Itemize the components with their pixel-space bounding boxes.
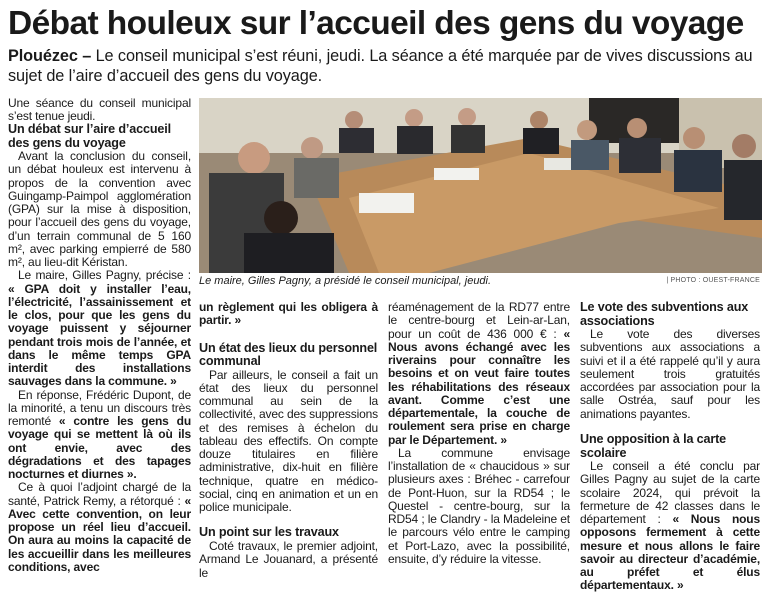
paragraph xyxy=(8,389,191,482)
quote-text: « contre les gens du voyage qui se mettent là où ils ont envie, avec des dégradations et des tapages nocturnes et diurnes ». xyxy=(8,414,191,482)
quote-text: « Nous nous opposons fermement à cette mesure et nous allons le faire savoir au directeur d’académie, au préfet et élus départementaux. » xyxy=(580,512,761,593)
paragraph: Par ailleurs, le conseil a fait un état des lieux du personnel communal au sein de la collectivité, avec des suppressions et des remises à échelon du tableau des effectifs. On compte douze titulaires en filière administrative, dix-huit en filière technique, quatre en médico-social, cinq en animation et un en police municipale. xyxy=(199,367,378,515)
subhead-subventions: Le vote des subventions aux associations xyxy=(580,300,749,328)
lead-paragraph xyxy=(8,46,753,86)
paragraph-text: Le conseil a été conclu par Gilles Pagny au sujet de la carte scolaire 2024, qui prévoit la fermeture de 42 classes dans le département : xyxy=(580,459,760,527)
paragraph: La commune envisage l’installation de « chaucidous » sur plusieurs axes : Bréhec - carrefour de Pont-Huon, sur la RD54 ; le Questel - centre-bourg, sur la RD54 ; le Clandry - la Madeleine et le parcours vélo entre le camping et Port-Lazo, avec la possibilité, ensuite, d’y réduire la vitesse. xyxy=(388,445,570,566)
intro-text: Une séance du conseil municipal s’est tenue jeudi. xyxy=(8,96,191,123)
paragraph xyxy=(580,460,760,593)
column-2 xyxy=(199,301,378,580)
council-photo xyxy=(199,98,762,273)
subhead-carte-scolaire: Une opposition à la carte scolaire xyxy=(580,431,727,460)
photo-credit: | PHOTO : OUEST-FRANCE xyxy=(666,277,760,284)
column-3 xyxy=(388,301,570,566)
column-1 xyxy=(8,97,191,574)
paragraph-text: En réponse, Frédéric Dupont, de la minorité, a tenu un discours très remonté xyxy=(8,387,191,429)
paragraph: Coté travaux, le premier adjoint, Armand Le Jouanard, a présenté le xyxy=(199,539,378,580)
paragraph: Le vote des diverses subventions aux associations a suivi et il a été rappelé qu’il y aura seulement trois gratuités accordées par association pour la salle Ostréa, sauf pour les animations payantes. xyxy=(580,327,760,421)
quote-text: « GPA doit y installer l’eau, l’électricité, l’assainissement et le clos, pour que les gens du voyage puissent y séjourner pendant trois mois de l’année, et dans le même temps GPA interdit des installations sauvages dans la commune. » xyxy=(8,281,191,389)
paragraph: Avant la conclusion du conseil, un débat houleux est intervenu à propos de la convention avec Guingamp-Paimpol agglomération (GPA) sur la mise à disposition, pour l’accueil des gens du voyage, d’un terrain communal de 5 160 m², avec parking empierré de 580 m², au lieu-dit Kéristan. xyxy=(8,149,191,270)
paragraph-text: Le maire, Gilles Pagny, précise : xyxy=(18,268,191,283)
subhead-personnel: Un état des lieux du personnel communal xyxy=(199,340,378,369)
headline: Débat houleux sur l’accueil des gens du voyage xyxy=(8,5,744,42)
paragraph-text: réaménagement de la RD77 entre le centre-bourg et Lein-ar-Lan, pour un coût de 436 000 € : xyxy=(388,300,570,341)
photo-caption: Le maire, Gilles Pagny, a présidé le conseil municipal, jeudi. xyxy=(199,275,492,287)
quote-text: « Nous avons échangé avec les riverains pour connaître les besoins et on veut faire toutes les réhabilitations des réseaux avant. Comme c’est une départementale, la couche de roulement sera prise en charge par le Département. » xyxy=(388,326,570,447)
subhead-travaux: Un point sur les travaux xyxy=(199,525,339,540)
paragraph xyxy=(199,301,378,328)
council-photo-illustration xyxy=(199,98,762,273)
paragraph-text: Ce à quoi l’adjoint chargé de la santé, Patrick Remy, a rétorqué : xyxy=(8,480,191,508)
paragraph xyxy=(8,269,191,388)
subhead-aire-accueil: Un débat sur l’aire d’accueil des gens du voyage xyxy=(8,122,171,150)
lead-text: Le conseil municipal s’est réuni, jeudi. La séance a été marquée par de vives discussions au sujet de l’aire d’accueil des gens du voyage. xyxy=(8,47,753,85)
paragraph xyxy=(8,481,191,574)
lead-place: Plouézec – xyxy=(8,47,92,65)
column-4 xyxy=(580,301,760,593)
quote-text: un règlement qui les obligera à partir. » xyxy=(199,300,378,328)
paragraph xyxy=(388,301,570,447)
quote-text: « Avec cette convention, on leur propose un réel lieu d’accueil. On aura au moins la capacité de les accueillir dans les meilleures conditions, avec xyxy=(8,493,191,574)
